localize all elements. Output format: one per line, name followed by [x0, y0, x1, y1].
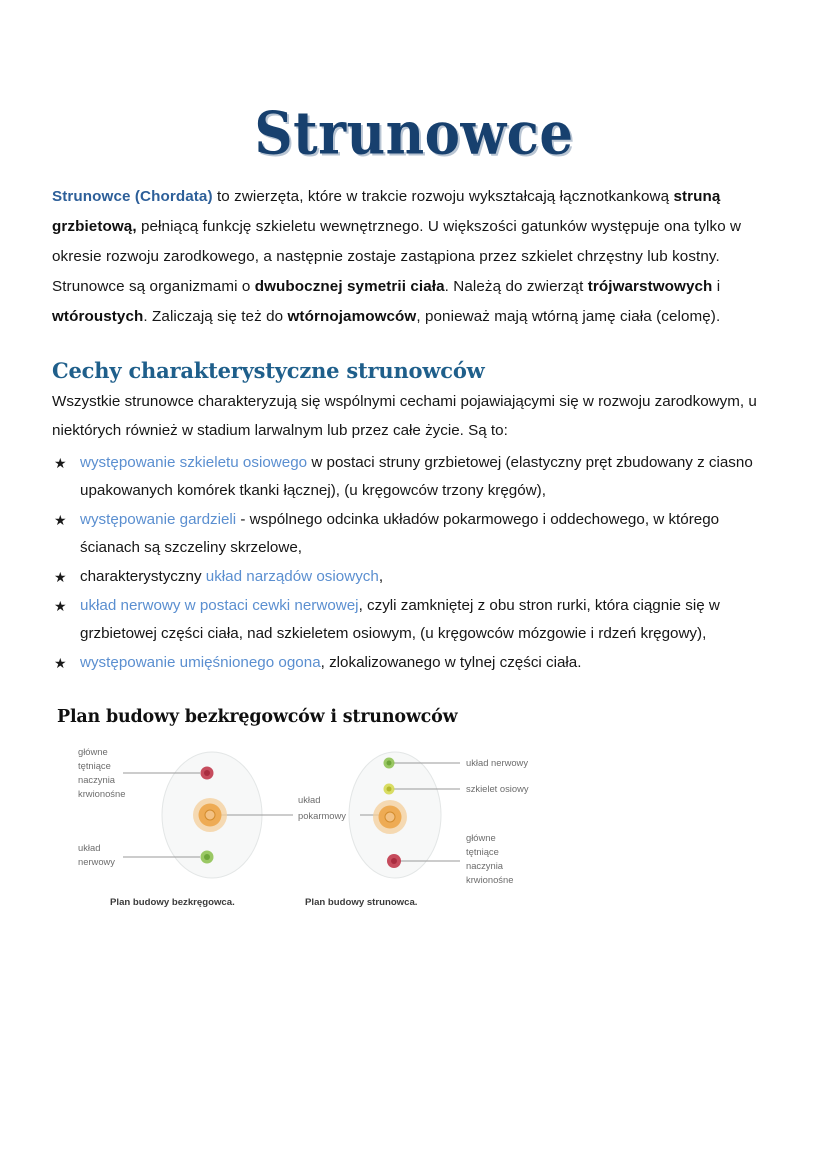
- label-skeleton-right: szkielet osiowy: [466, 782, 529, 794]
- list-item-highlight: występowanie szkieletu osiowego: [80, 453, 308, 471]
- list-item: [52, 563, 776, 591]
- label-blood-line2: tętniące: [78, 759, 111, 771]
- dot-blood-vessels-left-core: [204, 770, 210, 776]
- intro-b4: wtóroustych: [52, 307, 144, 325]
- label-nervous-line2: nerwowy: [78, 855, 115, 867]
- label-nervous-right: układ nerwowy: [466, 756, 529, 768]
- intro-t4: i: [712, 277, 721, 295]
- list-item-text: ,: [378, 567, 384, 585]
- label-blood-right-line3: naczynia: [466, 859, 504, 871]
- intro-b1: struną grzbietową,: [52, 187, 721, 235]
- label-blood-right-line4: krwionośne: [466, 873, 514, 885]
- label-digestive-line1: układ: [298, 793, 321, 805]
- label-blood-right-line2: tętniące: [466, 845, 499, 857]
- list-item-text: - wspólnego odcinka układów pokarmowego i oddechowego, w którego ścianach są szczeliny skrzelowe,: [80, 510, 720, 556]
- label-digestive-line2: pokarmowy: [298, 809, 346, 821]
- body-plan-diagram: [60, 737, 530, 917]
- dot-digestive-inner-right: [385, 812, 395, 822]
- intro-text: [52, 182, 776, 332]
- list-item: [52, 506, 776, 562]
- section-lead-paragraph: Wszystkie strunowce charakteryzują się wspólnymi cechami pojawiającymi się w rozwoju zarodkowym, u niektórych również w stadium larwalnym lub przez całe życie. Są to:: [52, 392, 757, 439]
- figure-heading: Plan budowy bezkręgowców i strunowców: [57, 706, 458, 727]
- label-blood-right-line1: główne: [466, 831, 496, 843]
- dot-nervous-right-core: [387, 760, 392, 765]
- list-item-text: , zlokalizowanego w tylnej części ciała.: [320, 653, 582, 671]
- intro-t5: . Zaliczają się też do: [143, 307, 288, 325]
- star-bullet-icon: ★: [54, 511, 67, 528]
- label-blood-line4: krwionośne: [78, 787, 126, 799]
- list-item-highlight: występowanie umięśnionego ogona: [80, 653, 321, 671]
- intro-term: Strunowce (Chordata): [52, 187, 213, 205]
- dot-nervous-left-core: [204, 854, 210, 860]
- intro-t1: to zwierzęta, które w trakcie rozwoju wykształcają łącznotkankową: [212, 187, 674, 205]
- intro-b3: trójwarstwowych: [587, 277, 713, 295]
- label-blood-line1: główne: [78, 745, 108, 757]
- label-nervous-line1: układ: [78, 841, 101, 853]
- intro-t3: . Należą do zwierząt: [444, 277, 588, 295]
- dot-digestive-inner-left: [205, 810, 215, 820]
- star-bullet-icon: ★: [54, 454, 67, 471]
- list-item: [52, 592, 776, 648]
- list-item: [52, 449, 776, 505]
- intro-paragraph: [52, 182, 776, 332]
- list-item-highlight: występowanie gardzieli: [80, 510, 237, 528]
- intro-t2: pełniącą funkcję szkieletu wewnętrznego. U większości gatunków występuje ona tylko w okresie rozwoju zarodkowego, a następnie zostaje zastąpiona przez szkielet chrzęstny lub kostny. Strunowce są organizmami o: [52, 217, 742, 295]
- label-blood-line3: naczynia: [78, 773, 116, 785]
- figure-caption-chordate: Plan budowy strunowca.: [305, 896, 418, 908]
- intro-b2: dwubocznej symetrii ciała: [254, 277, 445, 295]
- list-item-prefix: charakterystyczny: [80, 567, 206, 585]
- intro-b5: wtórnojamowców: [287, 307, 417, 325]
- page-title: Strunowce: [254, 98, 574, 168]
- intro-t6: , ponieważ mają wtórną jamę ciała (celomę).: [416, 307, 721, 325]
- dot-blood-vessels-right-core: [391, 858, 397, 864]
- figure-caption-invertebrate: Plan budowy bezkręgowca.: [110, 896, 235, 908]
- list-item-text: , czyli zamkniętej z obu stron rurki, która ciągnie się w grzbietowej części ciała, nad szkieletem osiowym, (u kręgowców mózgowie i rdzeń kręgowy),: [80, 596, 720, 642]
- star-bullet-icon: ★: [54, 654, 67, 671]
- list-item: [52, 649, 776, 677]
- list-item-highlight: układ narządów osiowych: [205, 567, 379, 585]
- list-item-highlight: układ nerwowy w postaci cewki nerwowej: [80, 596, 359, 614]
- section-heading: Cechy charakterystyczne strunowców: [52, 357, 485, 383]
- star-bullet-icon: ★: [54, 597, 67, 614]
- list-item-text: w postaci struny grzbietowej (elastyczny pręt zbudowany z ciasno upakowanych komórek tkanki łącznej), (u kręgowców trzony kręgów),: [80, 453, 753, 499]
- star-bullet-icon: ★: [54, 568, 67, 585]
- characteristics-list: [52, 449, 776, 677]
- dot-skeleton-right-core: [387, 786, 392, 791]
- body-plan-figure: [60, 737, 776, 922]
